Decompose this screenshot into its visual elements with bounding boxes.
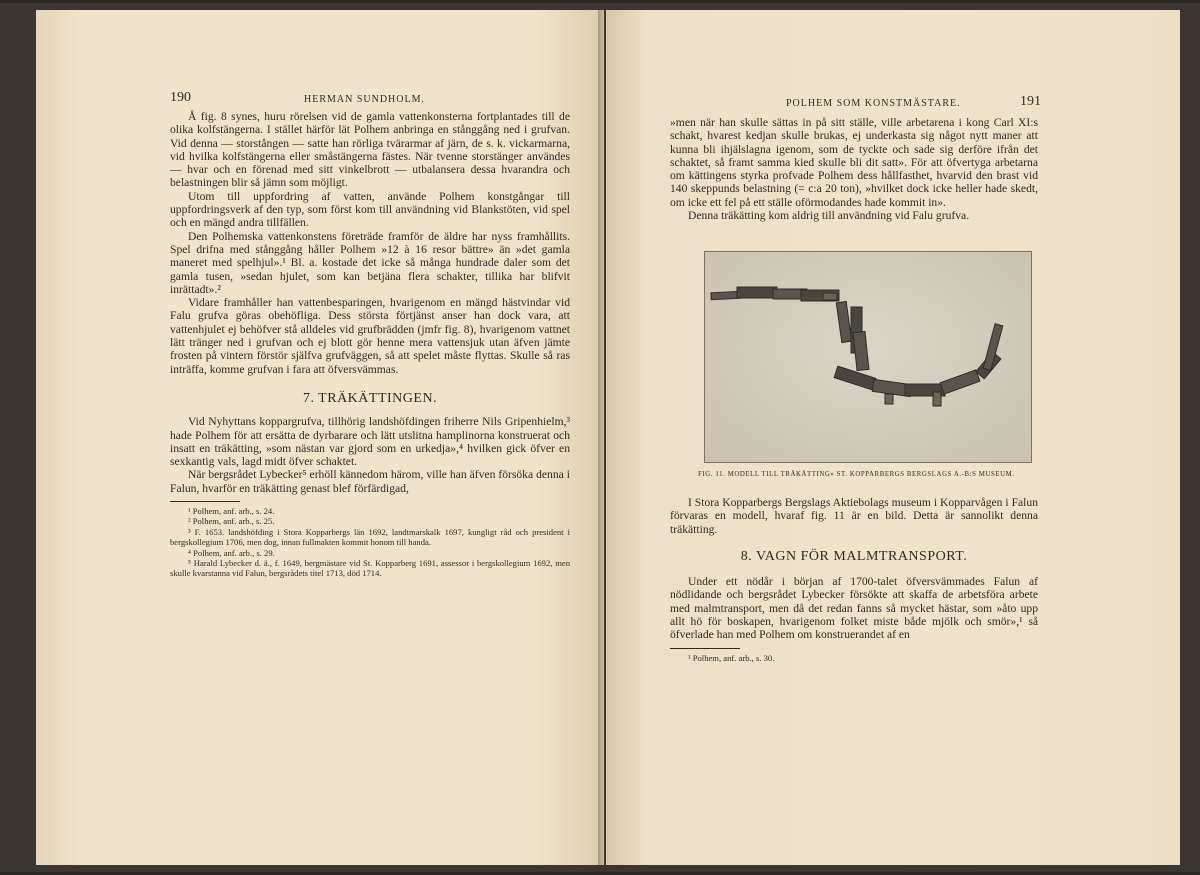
left-page (36, 10, 604, 865)
left-running-head: HERMAN SUNDHOLM. (304, 94, 426, 105)
right-paragraph: »men när han skulle sättas in på sitt ställe, ville arbetarena i kong Carl XI:s schakt, hvarest kedjan skulle brukas, ej underkasta sig något nytt maner att kunna bli ihjälslagna igenom, som de tyckte och sade sig derföre ifrån det schaktet, så framt samma kied skulle bli dit satt». För att öfvertyga arbetarna om kättingens styrka profvade Polhem dess hållfasthet, hvarvid den brast vid 140 skeppunds belastning (= c:a 20 ton), »hvilket dock icke heller hade skedt, om icke ett fel på ett ställe oförmodandes hade kommit in». (670, 116, 1038, 209)
right-running-head: POLHEM SOM KONSTMÄSTARE. (786, 98, 961, 109)
left-section-paragraph: När bergsrådet Lybecker⁵ erhöll kännedom härom, ville han äfven försöka denna i Falun, hvarför en träkätting genast blef förfärdigad, (170, 468, 570, 495)
left-paragraph: Utom till uppfordring af vatten, använde Polhem konstgångar till uppfordringsverk af den typ, som först kom till användning vid Blankstöten, vid spel och en mängd andra tillfällen. (170, 189, 570, 230)
section-heading-8: 8. VAGN FÖR MALMTRANSPORT. (740, 548, 968, 564)
right-text-top (670, 116, 1038, 222)
footnote: ³ F. 1653. landshöfding i Stora Kopparbergs län 1692, landtmarskalk 1697, kungligt råd och president i bergskollegium 1706, men dog, innan fullmakten kommit honom till handa. (170, 526, 570, 548)
footnote: ¹ Polhem, anf. arb., s. 24. (188, 506, 275, 517)
figure-11-photo (704, 251, 1032, 463)
footnote: ² Polhem, anf. arb., s. 25. (188, 516, 275, 527)
figure-caption: FIG. 11. MODELL TILL TRÄKÄTTING» ST. KOPPARBERGS BERGSLAGS A.-B:S MUSEUM. (698, 471, 1015, 478)
footnote-rule (670, 648, 740, 649)
right-text-bottom (670, 496, 1038, 663)
footnote: ⁴ Polhem, anf. arb., s. 29. (188, 547, 275, 558)
left-text-block (170, 110, 570, 579)
footnote: ⁵ Harald Lybecker d. ä., f. 1649, bergmästare vid St. Kopparberg 1691, assessor i bergskollegium 1692, men skulle kvarstanna vid Falun, bergsrådets titel 1713, död 1714. (170, 558, 570, 579)
right-paragraph: I Stora Kopparbergs Bergslags Aktiebolags museum i Kopparvågen i Falun förvaras en modell, hvaraf fig. 11 är en bild. Detta är sannolikt denna träkätting. (670, 496, 1038, 536)
section-heading-7: 7. TRÄKÄTTINGEN. (302, 390, 438, 406)
left-section-paragraph: Vid Nyhyttans koppargrufva, tillhörig landshöfdingen friherre Nils Gripenhielm,³ hade Polhem för att ersätta de dyrbarare och lätt utslitna hamplinorna konstruerat och insatt en träkätting, »som nästan var gjord som en urkedja»,⁴ hvilken gick öfver en sexkantig vals, lagd midt öfver schaktet. (170, 415, 570, 469)
left-paragraph: Den Polhemska vattenkonstens företräde framför de äldre har nyss framhållits. Spel drifna med stånggång håller Polhem »12 à 16 resor bättre» än »det gamla maneret med spelhjul».¹ Bl. a. kostade det icke så många hundrade daler som det gamla tusen, »sedan hjulet, som kan betjäna flera schakter, tillika har blifvit inrättadt».² (170, 229, 570, 296)
wooden-chain-image (705, 252, 1031, 462)
left-paragraph: Vidare framhåller han vattenbesparingen, hvarigenom en mängd hästvindar vid Falu grufva göras obehöfliga. Dess största förtjänst anser han dock vara, att vattenhjulet ej behöfver stå alldeles vid grufbrädden (jmfr fig. 8), hvarigenom vattnet lätt tränger ned i grufvan och ej blott gör henne mera vattensjuk utan äfven jämte frosten på vintern förstör själfva grufväggen, så att spelet måste flyttas. Skulle så ras inträffa, komme grufvan i fara att öfversvämmas. (170, 296, 570, 376)
right-page (606, 10, 1180, 865)
right-section-paragraph: Under ett nödår i början af 1700-talet öfversvämmades Falun af nödlidande och bergsrådet Lybecker försökte att skaffa de arbetsföra arbete med malmtransport, men då det redan fanns så mycket hästar, som »åto upp allt hö för boskapen, hvarigenom folket miste både mjölk och smör»,¹ så öfverlade han med Polhem om konstruerandet af en (670, 575, 1038, 642)
footnote-rule (170, 501, 240, 502)
left-page-number: 190 (170, 90, 191, 105)
left-paragraph: Å fig. 8 synes, huru rörelsen vid de gamla vattenkonsterna fortplantades till de olika kolfstängerna. I stället härför lät Polhem anbringa en stånggång ned i grufvan. Vid denna — storstången — satte han rörliga tvärarmar af järn, de s. k. vickarmarna, vid hvilka kolfstängerna eller småstängerna fästes. När tvenne storstänger användes — hvar och en förenad med sitt vinkelbrott — utbalansera dessa hvarandra och belastningen blir så jämn som möjligt. (170, 110, 570, 190)
right-page-number: 191 (1020, 94, 1041, 109)
top-shadow (0, 0, 1200, 3)
right-paragraph: Denna träkätting kom aldrig till användning vid Falu grufva. (688, 209, 970, 223)
footnote: ¹ Polhem, anf. arb., s. 30. (688, 652, 775, 663)
